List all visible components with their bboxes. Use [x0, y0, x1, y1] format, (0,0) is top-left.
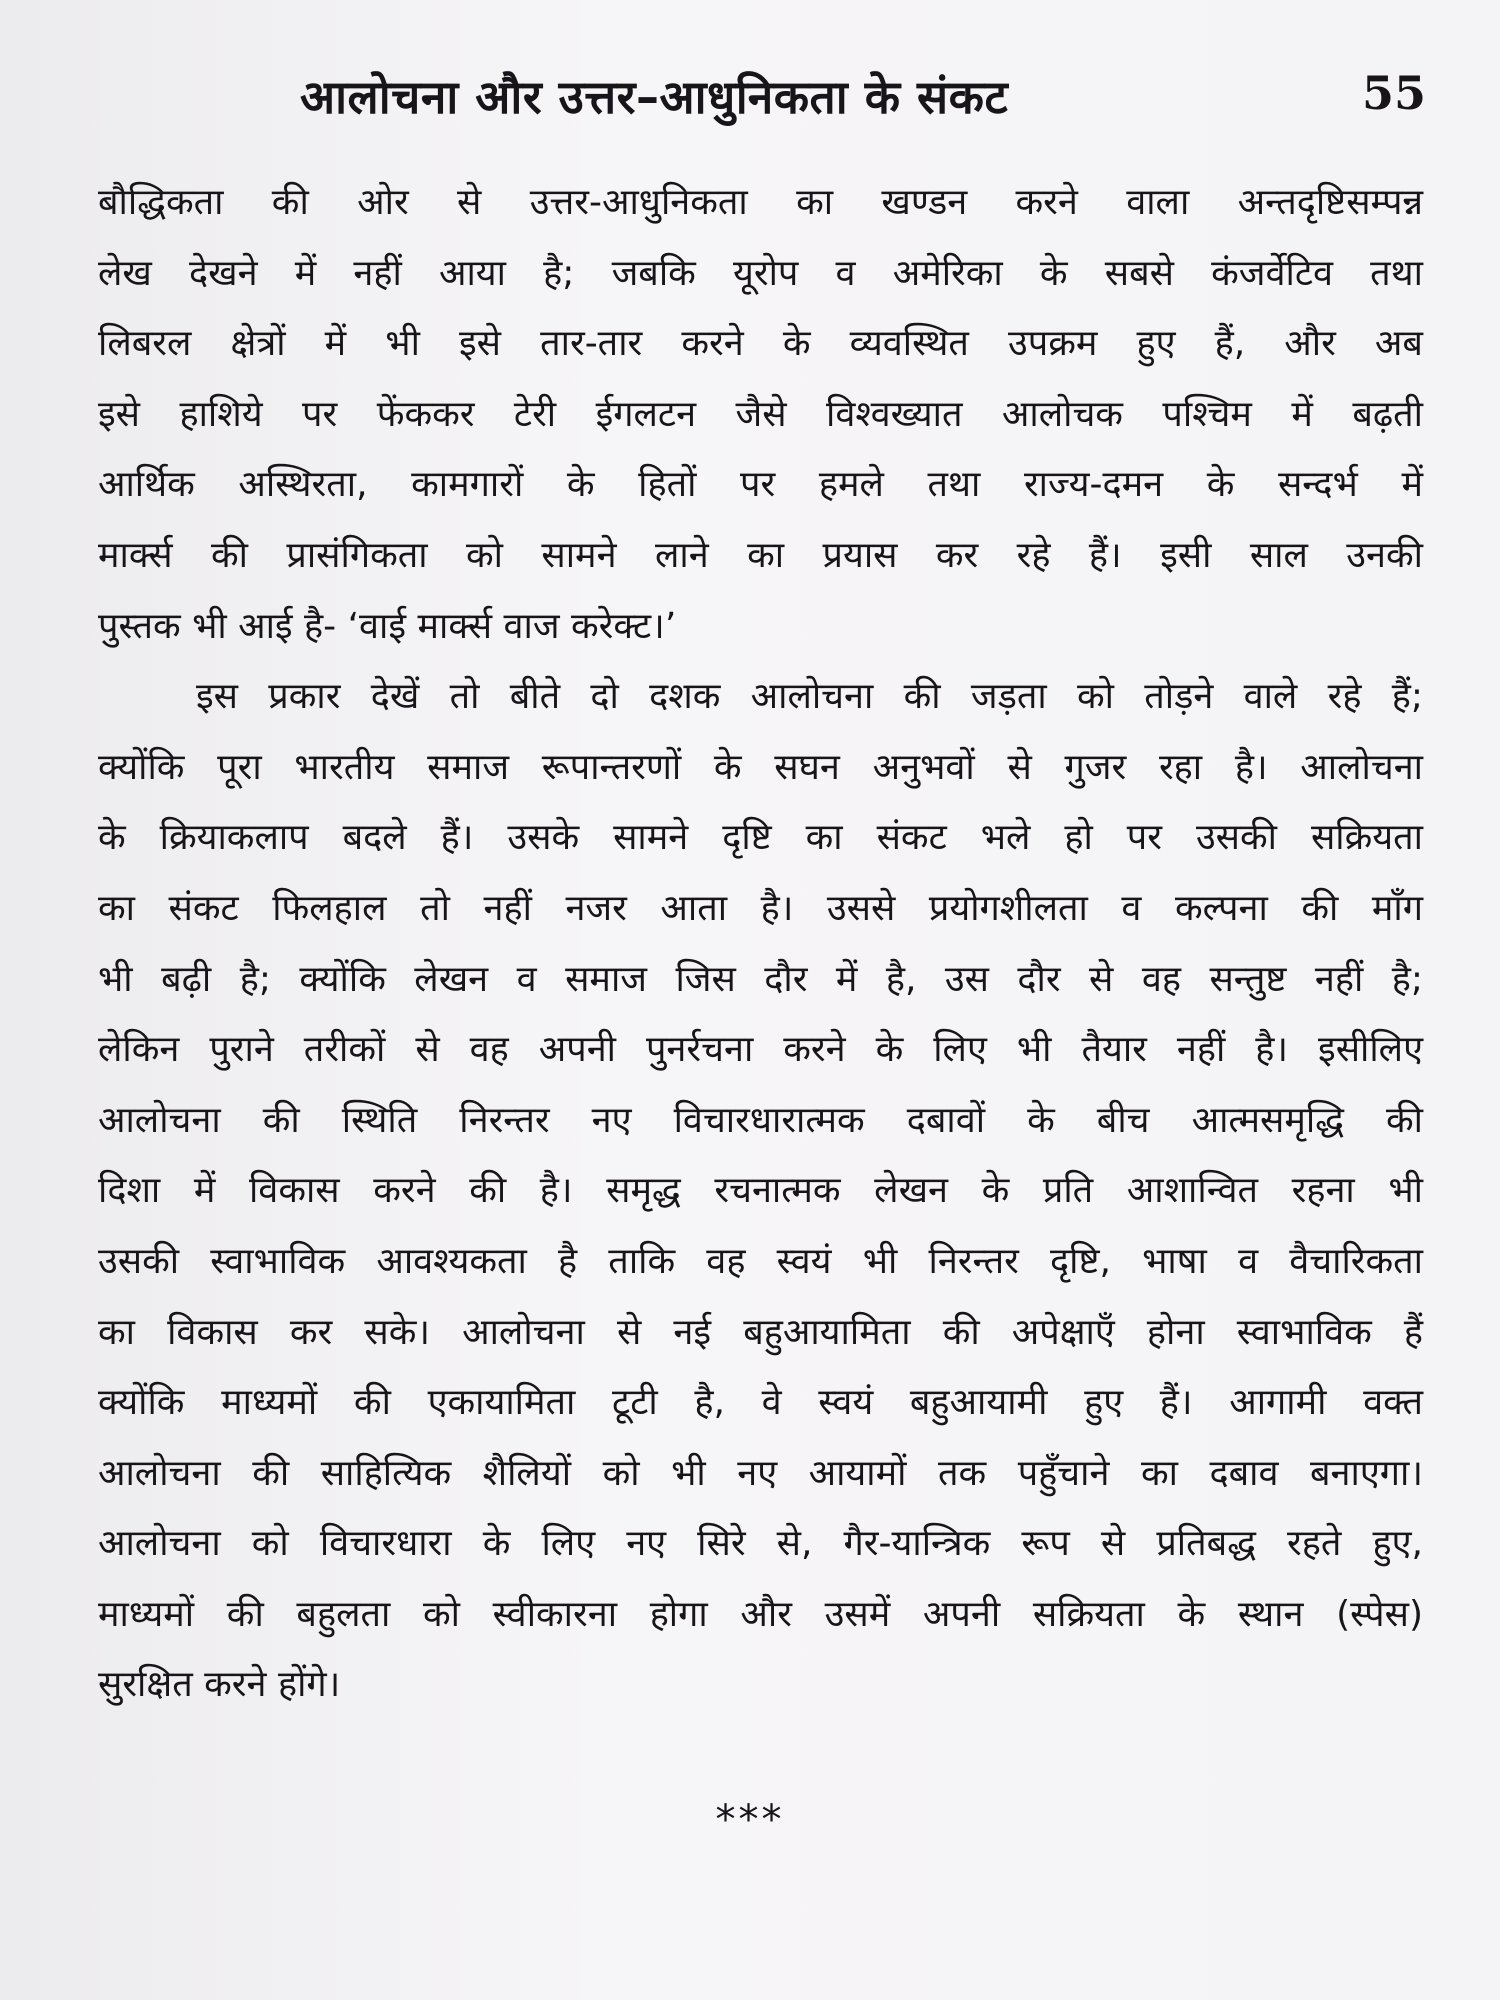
text-line: मार्क्स की प्रासंगिकता को सामने लाने का प्रयास कर रहे हैं। इसी साल उनकी: [98, 534, 1423, 576]
text-line: सुरक्षित करने होंगे।: [98, 1664, 341, 1706]
text-line: के क्रियाकलाप बदले हैं। उसके सामने दृष्टि का संकट भले हो पर उसकी सक्रियता: [98, 817, 1423, 859]
text-line: आलोचना की साहित्यिक शैलियों को भी नए आयामों तक पहुँचाने का दबाव बनाएगा।: [98, 1452, 1423, 1494]
text-line: लेकिन पुराने तरीकों से वह अपनी पुनर्रचना करने के लिए भी तैयार नहीं है। इसीलिए: [98, 1029, 1423, 1071]
paragraph-1: [98, 168, 1423, 662]
text-line: क्योंकि माध्यमों की एकायामिता टूटी है, वे स्वयं बहुआयामी हुए हैं। आगामी वक्त: [98, 1382, 1423, 1424]
text-line: इस प्रकार देखें तो बीते दो दशक आलोचना की जड़ता को तोड़ने वाले रहे हैं;: [196, 676, 1423, 718]
paragraph-2: [98, 662, 1423, 1721]
page-number: 55: [1362, 66, 1427, 120]
text-line: भी बढ़ी है; क्योंकि लेखन व समाज जिस दौर में है, उस दौर से वह सन्तुष्ट नहीं है;: [98, 958, 1423, 1000]
text-line: आर्थिक अस्थिरता, कामगारों के हितों पर हमले तथा राज्य-दमन के सन्दर्भ में: [98, 464, 1423, 506]
text-line: लिबरल क्षेत्रों में भी इसे तार-तार करने के व्यवस्थित उपक्रम हुए हैं, और अब: [98, 323, 1423, 365]
text-line: इसे हाशिये पर फेंककर टेरी ईगलटन जैसे विश्वख्यात आलोचक पश्चिम में बढ़ती: [98, 393, 1423, 435]
text-line: आलोचना को विचारधारा के लिए नए सिरे से, गैर-यान्त्रिक रूप से प्रतिबद्ध रहते हुए,: [98, 1523, 1423, 1565]
text-line: का संकट फिलहाल तो नहीं नजर आता है। उससे प्रयोगशीलता व कल्पना की माँग: [98, 887, 1423, 929]
chapter-title: आलोचना और उत्तर–आधुनिकता के संकट: [300, 70, 1009, 124]
text-line: क्योंकि पूरा भारतीय समाज रूपान्तरणों के सघन अनुभवों से गुजर रहा है। आलोचना: [98, 746, 1423, 788]
text-line: माध्यमों की बहुलता को स्वीकारना होगा और उसमें अपनी सक्रियता के स्थान (स्पेस): [98, 1593, 1423, 1635]
text-line: बौद्धिकता की ओर से उत्तर-आधुनिकता का खण्डन करने वाला अन्तदृष्टिसम्पन्न: [98, 182, 1423, 223]
body-text: [98, 168, 1423, 1721]
text-line: का विकास कर सके। आलोचना से नई बहुआयामिता की अपेक्षाएँ होना स्वाभाविक हैं: [98, 1311, 1423, 1353]
section-separator: ***: [715, 1797, 785, 1843]
text-line: उसकी स्वाभाविक आवश्यकता है ताकि वह स्वयं भी निरन्तर दृष्टि, भाषा व वैचारिकता: [98, 1240, 1423, 1282]
text-line: आलोचना की स्थिति निरन्तर नए विचारधारात्मक दबावों के बीच आत्मसमृद्धि की: [98, 1099, 1423, 1141]
text-line: पुस्तक भी आई है- ‘वाई मार्क्स वाज करेक्ट।’: [98, 605, 677, 647]
running-head: [0, 62, 1500, 142]
text-line: लेख देखने में नहीं आया है; जबकि यूरोप व अमेरिका के सबसे कंजर्वेटिव तथा: [98, 252, 1423, 294]
text-line: दिशा में विकास करने की है। समृद्ध रचनात्मक लेखन के प्रति आशान्वित रहना भी: [98, 1170, 1423, 1212]
